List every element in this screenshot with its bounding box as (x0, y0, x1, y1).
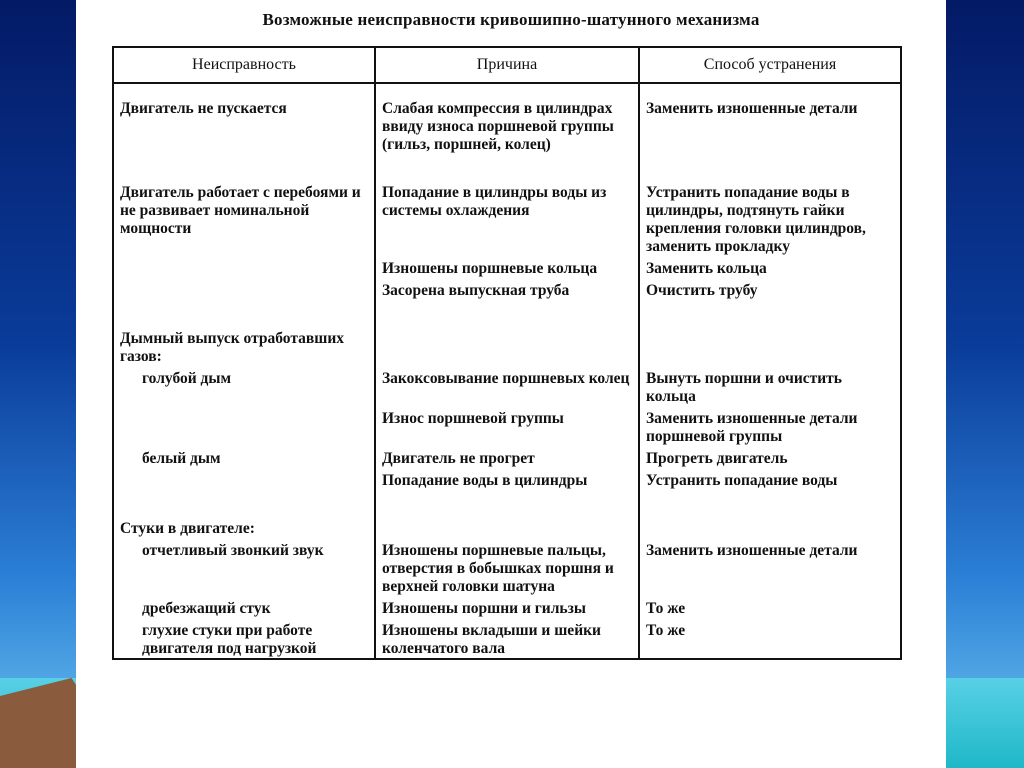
fault-cell: Двигатель работает с перебоями и не развивает номинальной мощности (113, 154, 375, 256)
fix-cell: Вынуть поршни и очистить кольца (639, 366, 901, 406)
slide-document (76, 0, 946, 768)
fix-cell: То же (639, 618, 901, 659)
fix-cell: Устранить попадание воды (639, 468, 901, 490)
cause-cell: Слабая компрессия в цилиндрах ввиду износа поршневой группы (гильз, поршней, колец) (375, 83, 639, 154)
table-row (113, 300, 901, 366)
fault-cell: Стуки в двигателе: (113, 490, 375, 538)
table-row (113, 446, 901, 468)
fault-cell (113, 278, 375, 300)
fix-cell: Заменить кольца (639, 256, 901, 278)
cause-cell: Закоксовывание поршневых колец (375, 366, 639, 406)
cause-cell: Двигатель не прогрет (375, 446, 639, 468)
cause-cell: Попадание воды в цилиндры (375, 468, 639, 490)
cause-cell: Изношены вкладыши и шейки коленчатого вала (375, 618, 639, 659)
fix-cell: То же (639, 596, 901, 618)
fix-cell: Заменить изношенные детали (639, 538, 901, 596)
cause-cell: Изношены поршневые кольца (375, 256, 639, 278)
fix-cell: Устранить попадание воды в цилиндры, подтянуть гайки крепления головки цилиндров, заменить прокладку (639, 154, 901, 256)
cause-cell: Изношены поршневые пальцы, отверстия в бобышках поршня и верхней головки шатуна (375, 538, 639, 596)
column-header-fix: Способ устранения (639, 47, 901, 83)
fix-cell: Заменить изношенные детали поршневой группы (639, 406, 901, 446)
fault-cell (113, 406, 375, 446)
cause-cell: Попадание в цилиндры воды из системы охлаждения (375, 154, 639, 256)
fix-cell (639, 490, 901, 538)
fault-cell: Дымный выпуск отработавших газов: (113, 300, 375, 366)
table-header-row (113, 47, 901, 83)
faults-table (112, 46, 902, 660)
cause-cell: Износ поршневой группы (375, 406, 639, 446)
fault-cell (113, 256, 375, 278)
table-row (113, 618, 901, 659)
table-row (113, 83, 901, 154)
fault-cell: Двигатель не пускается (113, 83, 375, 154)
table-row (113, 468, 901, 490)
fault-cell (113, 468, 375, 490)
column-header-fault: Неисправность (113, 47, 375, 83)
fix-cell: Прогреть двигатель (639, 446, 901, 468)
cause-cell (375, 490, 639, 538)
cause-cell: Засорена выпускная труба (375, 278, 639, 300)
cause-cell (375, 300, 639, 366)
table-row (113, 490, 901, 538)
fix-cell (639, 300, 901, 366)
fault-cell: голубой дым (113, 366, 375, 406)
table-row (113, 596, 901, 618)
fault-cell: белый дым (113, 446, 375, 468)
fault-cell: глухие стуки при работе двигателя под нагрузкой (113, 618, 375, 659)
table-row (113, 538, 901, 596)
fault-cell: дребезжащий стук (113, 596, 375, 618)
page-title: Возможные неисправности кривошипно-шатунного механизма (262, 10, 760, 29)
table-row (113, 406, 901, 446)
table-row (113, 366, 901, 406)
fix-cell: Очистить трубу (639, 278, 901, 300)
table-row (113, 278, 901, 300)
column-header-cause: Причина (375, 47, 639, 83)
fix-cell: Заменить изношенные детали (639, 83, 901, 154)
table-row (113, 154, 901, 256)
table-row (113, 256, 901, 278)
cause-cell: Изношены поршни и гильзы (375, 596, 639, 618)
fault-cell: отчетливый звонкий звук (113, 538, 375, 596)
